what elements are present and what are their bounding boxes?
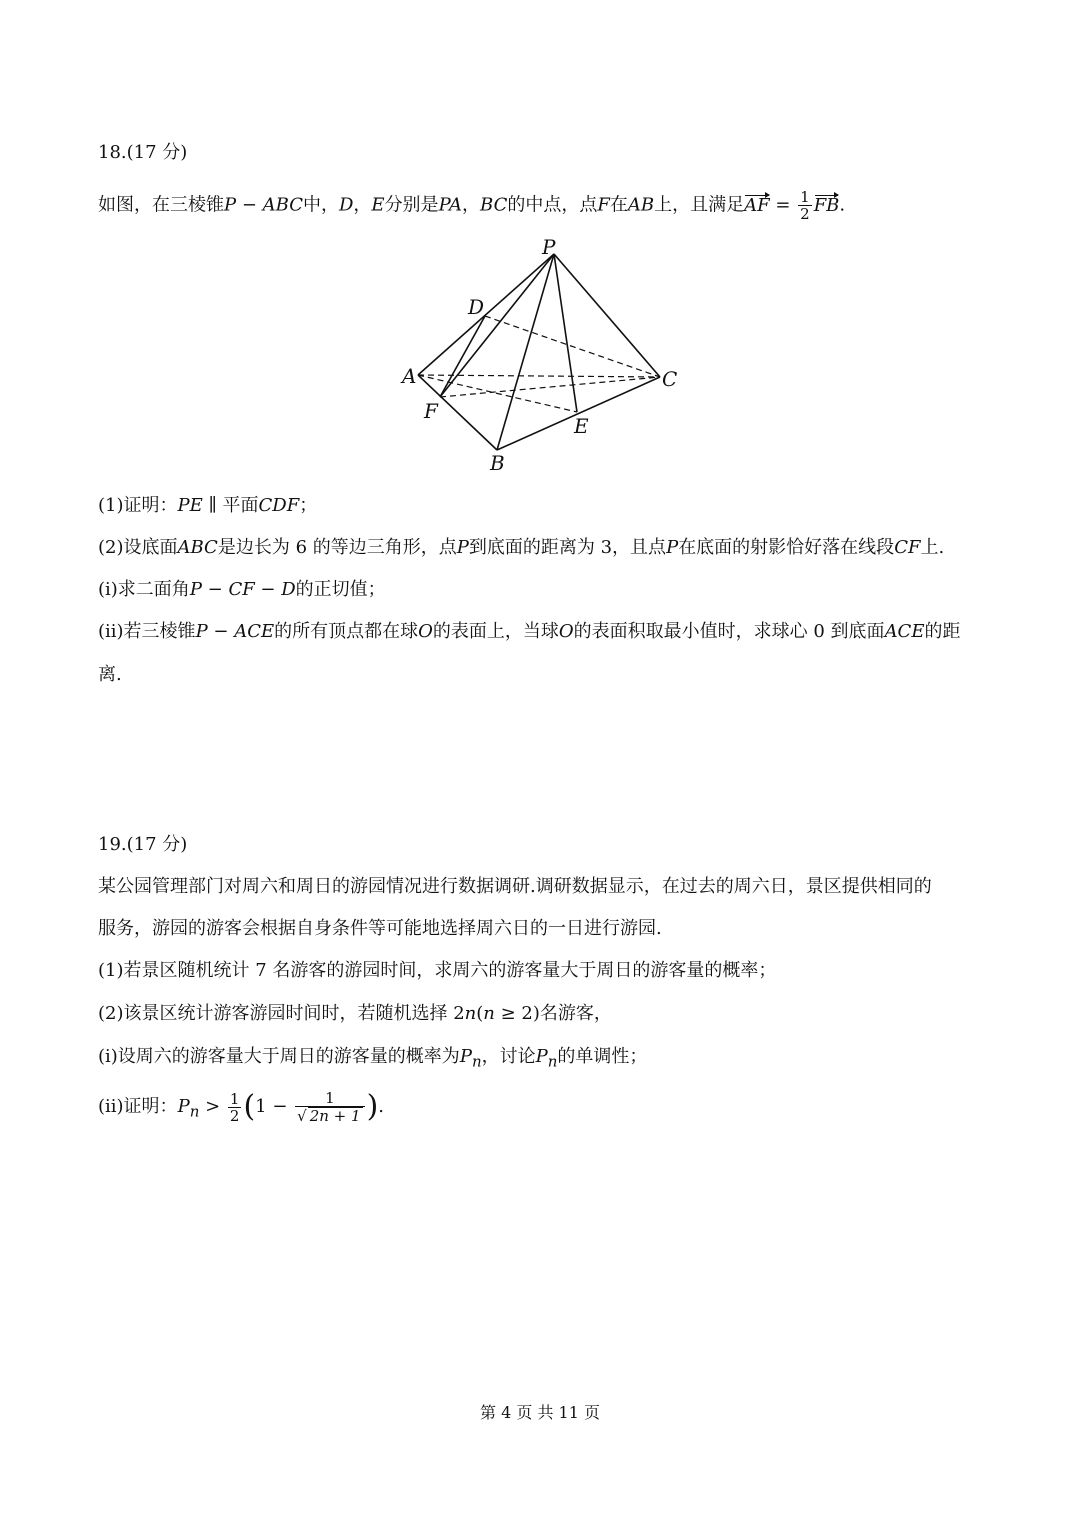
edge-PA [418, 254, 554, 375]
label-D: D [468, 295, 485, 319]
q19-header: 19.(17 分) [98, 834, 188, 855]
label-A: A [402, 364, 417, 388]
label-B: B [490, 451, 505, 475]
q19-part2-ii: (ii)证明：$P_n$ > $\frac{1}{2}$ (1 − $\frac{1}{√ 2n + 1}$ ). [98, 1089, 385, 1125]
label-E: E [574, 414, 589, 438]
q19-part2: (2)该景区统计游客游园时间时，若随机选择 2n(n ≥ 2)名游客， [98, 1003, 612, 1024]
page-footer: 第 4 页 共 11 页 [480, 1403, 600, 1422]
label-F: F [424, 399, 438, 423]
fraction-inverse-sqrt: $\frac{1}{√ 2n + 1}$ [295, 1090, 364, 1124]
fraction-one-half: $\frac{1}{2}$ [229, 1089, 240, 1125]
vector-af: AF [744, 194, 770, 216]
q18-part2: (2)设底面ABC是边长为 6 的等边三角形，点P到底面的距离为 3，且点P在底面的射影恰好落在线段CF上. [98, 537, 945, 558]
q19-stem-line1: 某公园管理部门对周六和周日的游园情况进行数据调研.调研数据显示，在过去的周六日，景区提供相同的 [98, 876, 932, 897]
q19-stem-line2: 服务，游园的游客会根据自身条件等可能地选择周六日的一日进行游园. [98, 918, 662, 939]
q18-header: 18.(17 分) [98, 142, 188, 163]
q18-stem: 如图，在三棱锥P − ABC中，D，E分别是PA，BC的中点，点F在AB上，且满足AF = $\frac{1}{2}$ FB. [98, 188, 846, 223]
pyramid-figure [390, 232, 690, 482]
q18-part2-ii-cont: 离. [98, 664, 122, 685]
dashed-FC [440, 377, 660, 397]
q19-part1: (1)若景区随机统计 7 名游客的游园时间，求周六的游客量大于周日的游客量的概率； [98, 960, 777, 981]
edge-PF [440, 254, 554, 397]
dashed-AC [418, 375, 660, 377]
q19-part2-i: (i)设周六的游客量大于周日的游客量的概率为$P_n$，讨论$P_n$的单调性； [98, 1046, 648, 1071]
vector-fb: FB [813, 194, 840, 216]
q18-part1: (1)证明：PE ∥ 平面CDF； [98, 495, 318, 516]
label-C: C [662, 367, 678, 391]
label-P: P [542, 235, 556, 259]
fraction-one-half: $\frac{1}{2}$ [800, 188, 810, 223]
q18-part2-i: (i)求二面角P − CF − D的正切值； [98, 579, 386, 600]
edge-PB [497, 254, 554, 450]
q18-part2-ii: (ii)若三棱锥P − ACE的所有顶点都在球O的表面上，当球O的表面积取最小值时，求球心 0 到底面ACE的距 [98, 621, 961, 642]
